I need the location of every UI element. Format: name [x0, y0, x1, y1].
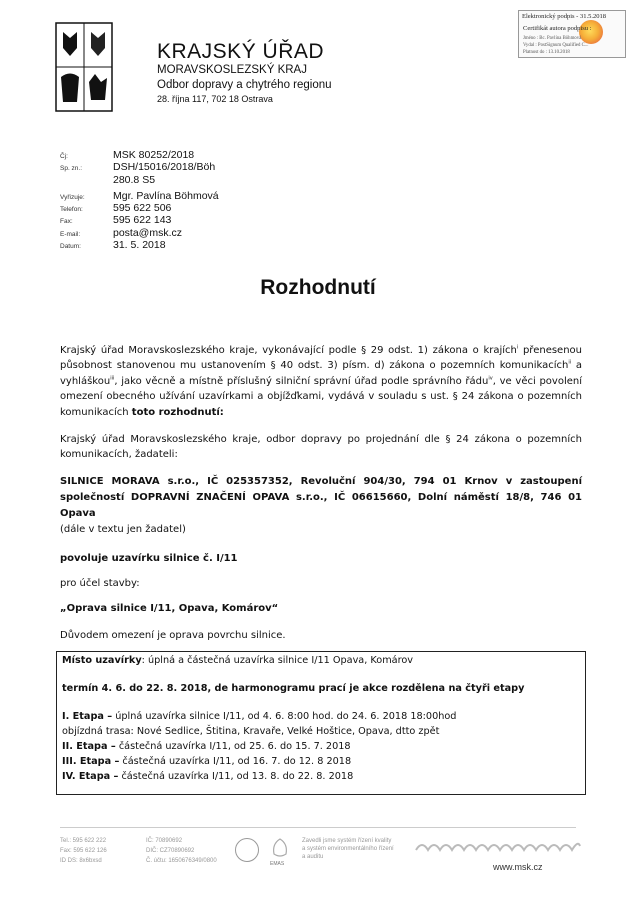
reference-value: 595 622 143: [113, 214, 172, 227]
applicant-details: SILNICE MORAVA s.r.o., IČ 025357352, Revoluční 904/30, 794 01 Krnov v zastoupení společností DOPRAVNÍ ZNAČENÍ OPAVA s.r.o., IČ 06615660, Dolní náměstí 18/8, 746 01 Opava: [60, 476, 582, 519]
intro-text: , jako věcně a místně příslušný silniční správní úřad podle správního řádu: [114, 375, 489, 387]
emas-label: EMAS: [270, 861, 285, 867]
construction-name: „Oprava silnice I/11, Opava, Komárov“: [60, 603, 279, 614]
reference-label: Sp. zn.:: [60, 165, 83, 173]
cert-text: a systém environmentálního řízení: [302, 846, 394, 852]
reference-row: [60, 227, 360, 239]
document-title: Rozhodnutí: [260, 276, 376, 299]
stage-line: [62, 711, 456, 722]
footer-ids: DIČ: CZ70890692: [146, 848, 195, 854]
reference-label: Telefon:: [60, 206, 83, 214]
closure-place-value: : úplná a částečná uzavírka silnice I/11 Opava, Komárov: [141, 655, 414, 666]
footer-contact: Tel.: 595 622 222: [60, 838, 107, 844]
reference-row: [60, 214, 360, 226]
signature-seal-icon: [579, 20, 603, 44]
stage-text: objízdná trasa: Nové Sedlice, Štitina, Kravaře, Velké Hoštice, Opava, dtto zpět: [62, 726, 440, 737]
footnote-ref: i: [516, 344, 519, 351]
cert-text: Zavedli jsme systém řízení kvality: [302, 838, 392, 844]
footer-ids: Č. účtu: 1650676349/0800: [146, 858, 217, 864]
decorative-wave-pattern: [414, 838, 582, 856]
reason-text: Důvodem omezení je oprava povrchu silnice.: [60, 630, 286, 641]
electronic-signature-box: [518, 10, 626, 58]
quality-cert-logo: [235, 838, 259, 862]
stage-text: částečná uzavírka I/11, od 25. 6. do 15. 7. 2018: [115, 741, 351, 752]
stage-text: částečná uzavírka I/11, od 16. 7. do 12. 8 2018: [119, 756, 352, 767]
intro-text: , ve věci povolení omezení obecného užívání uzavírkami a objížďkami, vydává v souladu s ust. § 24 zákona o pozemních komunikacích: [60, 375, 583, 418]
footer-contact: Fax: 595 622 126: [60, 848, 107, 854]
reference-value: Mgr. Pavlína Böhmová: [113, 189, 219, 202]
reference-label: Čj:: [60, 153, 68, 160]
intro-text: a vyhláškou: [60, 360, 583, 387]
intro-paragraph: [60, 343, 582, 420]
stage-label: I. Etapa –: [62, 711, 113, 722]
coat-of-arms-logo: [55, 22, 113, 112]
reference-label: Vyřizuje:: [60, 193, 85, 201]
signature-detail: Vydal : PostSignum Qualified C...: [523, 43, 589, 48]
reference-value: 595 622 506: [113, 202, 172, 215]
reference-label: E-mail:: [60, 230, 81, 238]
footer-divider: [60, 827, 576, 828]
stage-label: III. Etapa –: [62, 756, 120, 767]
reference-value: MSK 80252/2018: [113, 149, 195, 161]
reference-row: [60, 161, 360, 173]
reference-label: Datum:: [60, 243, 81, 251]
footer-website-link[interactable]: www.msk.cz: [493, 862, 543, 872]
emas-logo-icon: [268, 836, 292, 860]
footer-ids: IČ: 70890692: [146, 838, 183, 844]
purpose-label: pro účel stavby:: [60, 578, 140, 589]
applicant-note: (dále v textu jen žadatel): [60, 524, 186, 535]
procedure-paragraph: Krajský úřad Moravskoslezského kraje, odbor dopravy po projednání dle § 24 zákona o pozemních komunikacích, žadateli:: [60, 434, 582, 461]
reference-value: 31. 5. 2018: [113, 239, 166, 252]
signature-title: Elektronický podpis - 31.5.2018: [522, 13, 606, 20]
org-department: Odbor dopravy a chytrého regionu: [157, 79, 332, 91]
cert-text: a auditu: [302, 854, 324, 860]
footnote-ref: iv: [488, 375, 493, 382]
stage-text: úplná uzavírka silnice I/11, od 4. 6. 8:00 hod. do 24. 6. 2018 18:00hod: [112, 711, 457, 722]
stage-line: [62, 741, 351, 752]
intro-text: Krajský úřad Moravskoslezského kraje, vykonávající podle § 29 odst. 1) zákona o krajích: [60, 345, 517, 356]
decision-statement: toto rozhodnutí:: [131, 406, 224, 418]
stage-text: částečná uzavírka I/11, od 13. 8. do 22. 8. 2018: [118, 771, 354, 782]
org-region: MORAVSKOSLEZSKÝ KRAJ: [157, 64, 307, 76]
reference-row: [60, 149, 360, 161]
reference-email[interactable]: posta@msk.cz: [113, 226, 183, 239]
reference-label: Fax:: [60, 218, 73, 226]
footnote-ref: iii: [110, 375, 115, 382]
applicant-block: [60, 474, 582, 538]
permit-statement: povoluje uzavírku silnice č. I/11: [60, 553, 238, 564]
reference-value: 280.8 S5: [113, 173, 156, 186]
signature-detail: Jméno : Bc. Pavlína Böhmová: [523, 36, 582, 41]
stage-line: [62, 771, 353, 782]
org-name: KRAJSKÝ ÚŘAD: [157, 40, 325, 63]
closure-details-box: [56, 651, 586, 795]
stage-line: [62, 726, 439, 737]
footer-contact: ID DS: 8x6bxsd: [60, 858, 102, 864]
reference-row: [60, 202, 360, 214]
reference-table: [60, 149, 360, 251]
signature-detail: Platnost do : 13.10.2018: [523, 50, 570, 55]
reference-value: DSH/15016/2018/Böh: [113, 161, 216, 174]
stage-line: [62, 756, 351, 767]
intro-text: přenesenou působnost stanovenou mu ustanovením § 40 odst. 3) písm. d) zákona o pozemních komunikacích: [60, 345, 583, 372]
closure-place: [62, 655, 413, 666]
closure-term: termín 4. 6. do 22. 8. 2018, de harmonogramu prací je akce rozdělena na čtyři etapy: [62, 683, 525, 694]
closure-place-label: Místo uzavírky: [62, 655, 142, 666]
signature-cert-label: Certifikát autora podpisu :: [523, 25, 592, 32]
reference-row: [60, 239, 360, 251]
stage-label: IV. Etapa –: [62, 771, 119, 782]
org-address: 28. října 117, 702 18 Ostrava: [157, 94, 273, 104]
reference-row: [60, 174, 360, 186]
stage-label: II. Etapa –: [62, 741, 116, 752]
footnote-ref: ii: [568, 360, 572, 367]
reference-row: [60, 190, 360, 202]
